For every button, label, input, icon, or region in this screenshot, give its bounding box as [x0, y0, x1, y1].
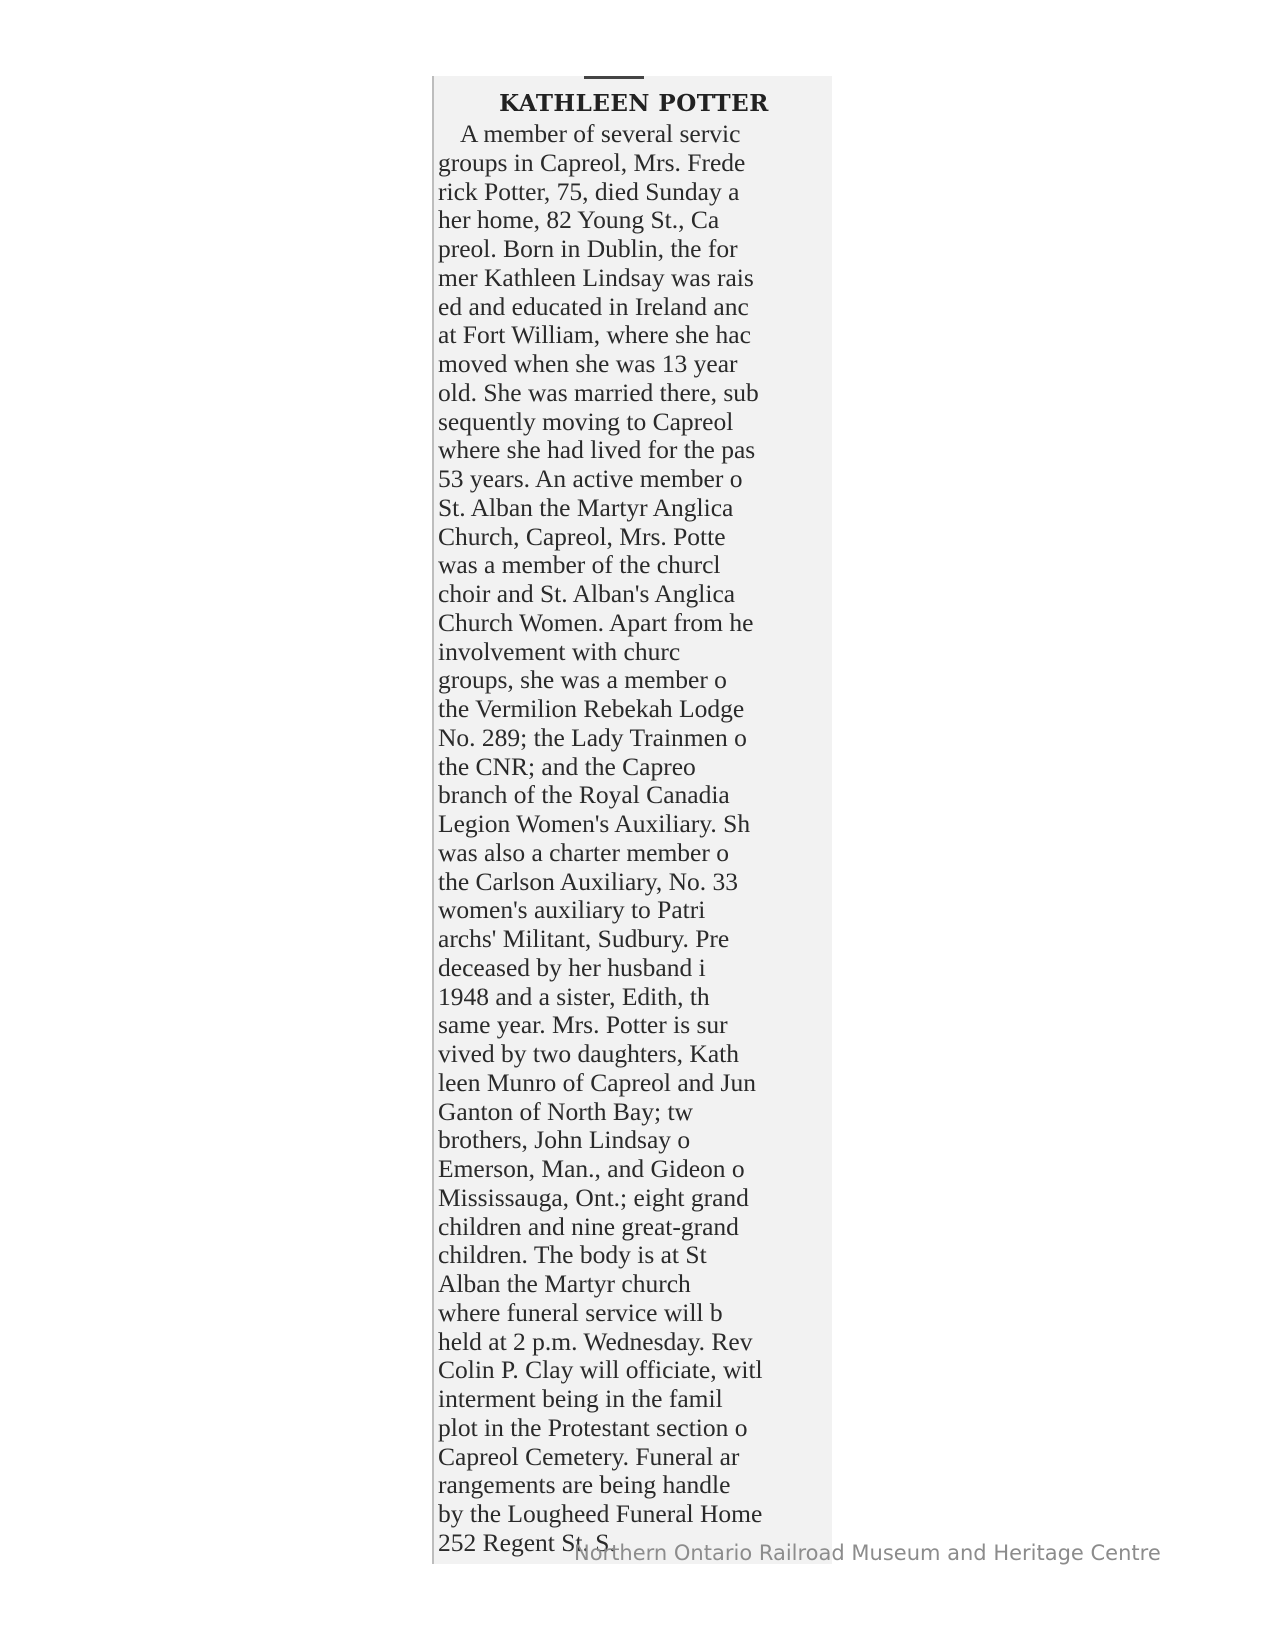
- obituary-line: rick Potter, 75, died Sunday a: [438, 177, 740, 206]
- obituary-line: No. 289; the Lady Trainmen o: [438, 723, 747, 752]
- obituary-line: women's auxiliary to Patri: [438, 896, 706, 925]
- obituary-line: choir and St. Alban's Anglica: [438, 580, 736, 608]
- obituary-line: groups in Capreol, Mrs. Frede: [438, 148, 746, 177]
- obituary-line: at Fort William, where she hac: [438, 321, 751, 350]
- clipping-top-rule: [584, 76, 644, 79]
- museum-credit: Northern Ontario Railroad Museum and Heritage Centre: [574, 1541, 1161, 1565]
- obituary-line: Capreol Cemetery. Funeral ar: [438, 1442, 740, 1471]
- obituary-line: Church, Capreol, Mrs. Potte: [438, 522, 726, 551]
- obituary-line: rangements are being handle: [438, 1471, 731, 1500]
- obituary-line: by the Lougheed Funeral Home: [438, 1500, 763, 1528]
- obituary-line: 1948 and a sister, Edith, th: [438, 982, 710, 1011]
- obituary-line: Ganton of North Bay; tw: [438, 1097, 693, 1126]
- obituary-line: Mississauga, Ont.; eight grand: [438, 1183, 749, 1212]
- obituary-line: plot in the Protestant section o: [438, 1413, 748, 1442]
- obituary-body: [438, 120, 832, 1558]
- obituary-line: archs' Militant, Sudbury. Pre: [438, 925, 730, 953]
- obituary-line: the Vermilion Rebekah Lodge: [438, 695, 745, 723]
- obituary-line: 252 Regent St. S.: [438, 1528, 616, 1557]
- obituary-line: ed and educated in Ireland anc: [438, 292, 749, 321]
- obituary-line: mer Kathleen Lindsay was rais: [438, 263, 754, 292]
- obituary-line: Alban the Martyr church: [438, 1270, 691, 1298]
- obituary-line: held at 2 p.m. Wednesday. Rev: [438, 1327, 753, 1356]
- obituary-line: moved when she was 13 year: [438, 350, 738, 378]
- obituary-line: sequently moving to Capreol: [438, 407, 734, 436]
- obituary-line: groups, she was a member o: [438, 666, 727, 695]
- obituary-line: Emerson, Man., and Gideon o: [438, 1155, 745, 1183]
- newspaper-clipping: [432, 76, 832, 1564]
- obituary-line: Church Women. Apart from he: [438, 608, 754, 637]
- obituary-line: deceased by her husband i: [438, 953, 706, 982]
- obituary-line: preol. Born in Dublin, the for: [438, 235, 738, 263]
- obituary-line: branch of the Royal Canadia: [438, 781, 730, 810]
- obituary-line: was a member of the churcl: [438, 551, 721, 580]
- obituary-line: her home, 82 Young St., Ca: [438, 206, 720, 235]
- obituary-line: the Carlson Auxiliary, No. 33: [438, 867, 739, 896]
- obituary-line: brothers, John Lindsay o: [438, 1126, 691, 1155]
- obituary-line: 53 years. An active member o: [438, 465, 743, 493]
- obituary-headline: KATHLEEN POTTER: [499, 90, 769, 117]
- obituary-line: children. The body is at St: [438, 1241, 707, 1270]
- obituary-line: where funeral service will b: [438, 1298, 723, 1327]
- obituary-line: where she had lived for the pas: [438, 436, 756, 465]
- obituary-line: Colin P. Clay will officiate, witl: [438, 1356, 763, 1385]
- obituary-line: interment being in the famil: [438, 1385, 723, 1413]
- obituary-line: A member of several servic: [460, 120, 741, 148]
- obituary-line: the CNR; and the Capreo: [438, 752, 696, 781]
- obituary-line: Legion Women's Auxiliary. Sh: [438, 810, 751, 838]
- obituary-line: old. She was married there, sub: [438, 378, 759, 407]
- obituary-line: leen Munro of Capreol and Jun: [438, 1068, 756, 1097]
- obituary-line: St. Alban the Martyr Anglica: [438, 493, 734, 522]
- obituary-line: same year. Mrs. Potter is sur: [438, 1011, 728, 1040]
- obituary-line: involvement with churc: [438, 637, 681, 666]
- obituary-line: children and nine great-grand: [438, 1212, 739, 1241]
- obituary-line: was also a charter member o: [438, 838, 729, 867]
- obituary-line: vived by two daughters, Kath: [438, 1040, 739, 1068]
